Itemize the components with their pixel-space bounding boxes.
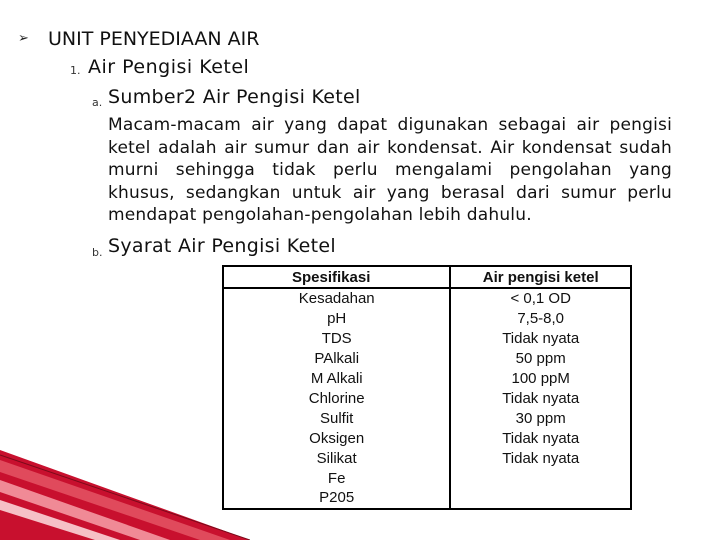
table-row — [223, 309, 631, 329]
table-header-row — [223, 266, 631, 288]
section-title: Air Pengisi Ketel — [88, 56, 250, 78]
table-row — [223, 288, 631, 309]
table-cell: Silikat — [223, 448, 450, 468]
table-cell: 30 ppm — [515, 409, 566, 427]
table-cell: < 0,1 OD — [510, 290, 571, 308]
table-cell: 50 ppm — [515, 350, 566, 368]
item-a-letter: a. — [92, 96, 103, 109]
header-air-pengisi-ketel: Air pengisi ketel — [450, 266, 631, 288]
table-cell: Kesadahan — [223, 288, 450, 309]
table-cell: Oksigen — [223, 428, 450, 448]
spec-table-image — [222, 265, 632, 510]
table-cell — [450, 488, 631, 509]
table-cell: 7,5-8,0 — [517, 310, 565, 328]
table-cell: PAlkali — [223, 349, 450, 369]
table-cell: Fe — [223, 468, 450, 488]
table-cell: M Alkali — [223, 369, 450, 389]
table-row — [223, 468, 631, 488]
table-row — [223, 369, 631, 389]
table-row — [223, 329, 631, 349]
page-heading: UNIT PENYEDIAAN AIR — [48, 28, 260, 50]
section-number: 1. — [70, 64, 81, 77]
arrow-bullet-icon: ➢ — [18, 31, 29, 46]
table-row — [223, 488, 631, 509]
table-cell: pH — [223, 309, 450, 329]
table-row — [223, 448, 631, 468]
table-cell: TDS — [223, 329, 450, 349]
table-cell: Tidak nyata — [502, 330, 580, 348]
decorative-red-stripes — [0, 450, 250, 540]
table-cell: Sulfit — [223, 408, 450, 428]
table-cell: P205 — [223, 488, 450, 509]
table-row — [223, 408, 631, 428]
table-row — [223, 428, 631, 448]
table-cell: Tidak nyata — [502, 449, 580, 467]
table-cell: Chlorine — [223, 389, 450, 409]
table-row — [223, 349, 631, 369]
item-b-title: Syarat Air Pengisi Ketel — [108, 235, 336, 257]
table-cell: Tidak nyata — [502, 389, 580, 407]
table-cell: Tidak nyata — [502, 429, 580, 447]
spec-table — [222, 265, 632, 510]
item-b-letter: b. — [92, 246, 103, 259]
header-spesifikasi: Spesifikasi — [223, 266, 450, 288]
table-cell: 100 ppM — [511, 370, 570, 388]
item-a-paragraph: Macam-macam air yang dapat digunakan sebagai air pengisi ketel adalah air sumur dan air kondensat. Air kondensat sudah murni sehingga tidak perlu mengalami pengolahan yang khusus, sedangkan untuk air yang berasal dari sumur perlu mendapat pengolahan-pengolahan lebih dahulu. — [108, 115, 672, 225]
table-cell — [450, 468, 631, 488]
item-a-title: Sumber2 Air Pengisi Ketel — [108, 86, 361, 108]
table-row — [223, 389, 631, 409]
